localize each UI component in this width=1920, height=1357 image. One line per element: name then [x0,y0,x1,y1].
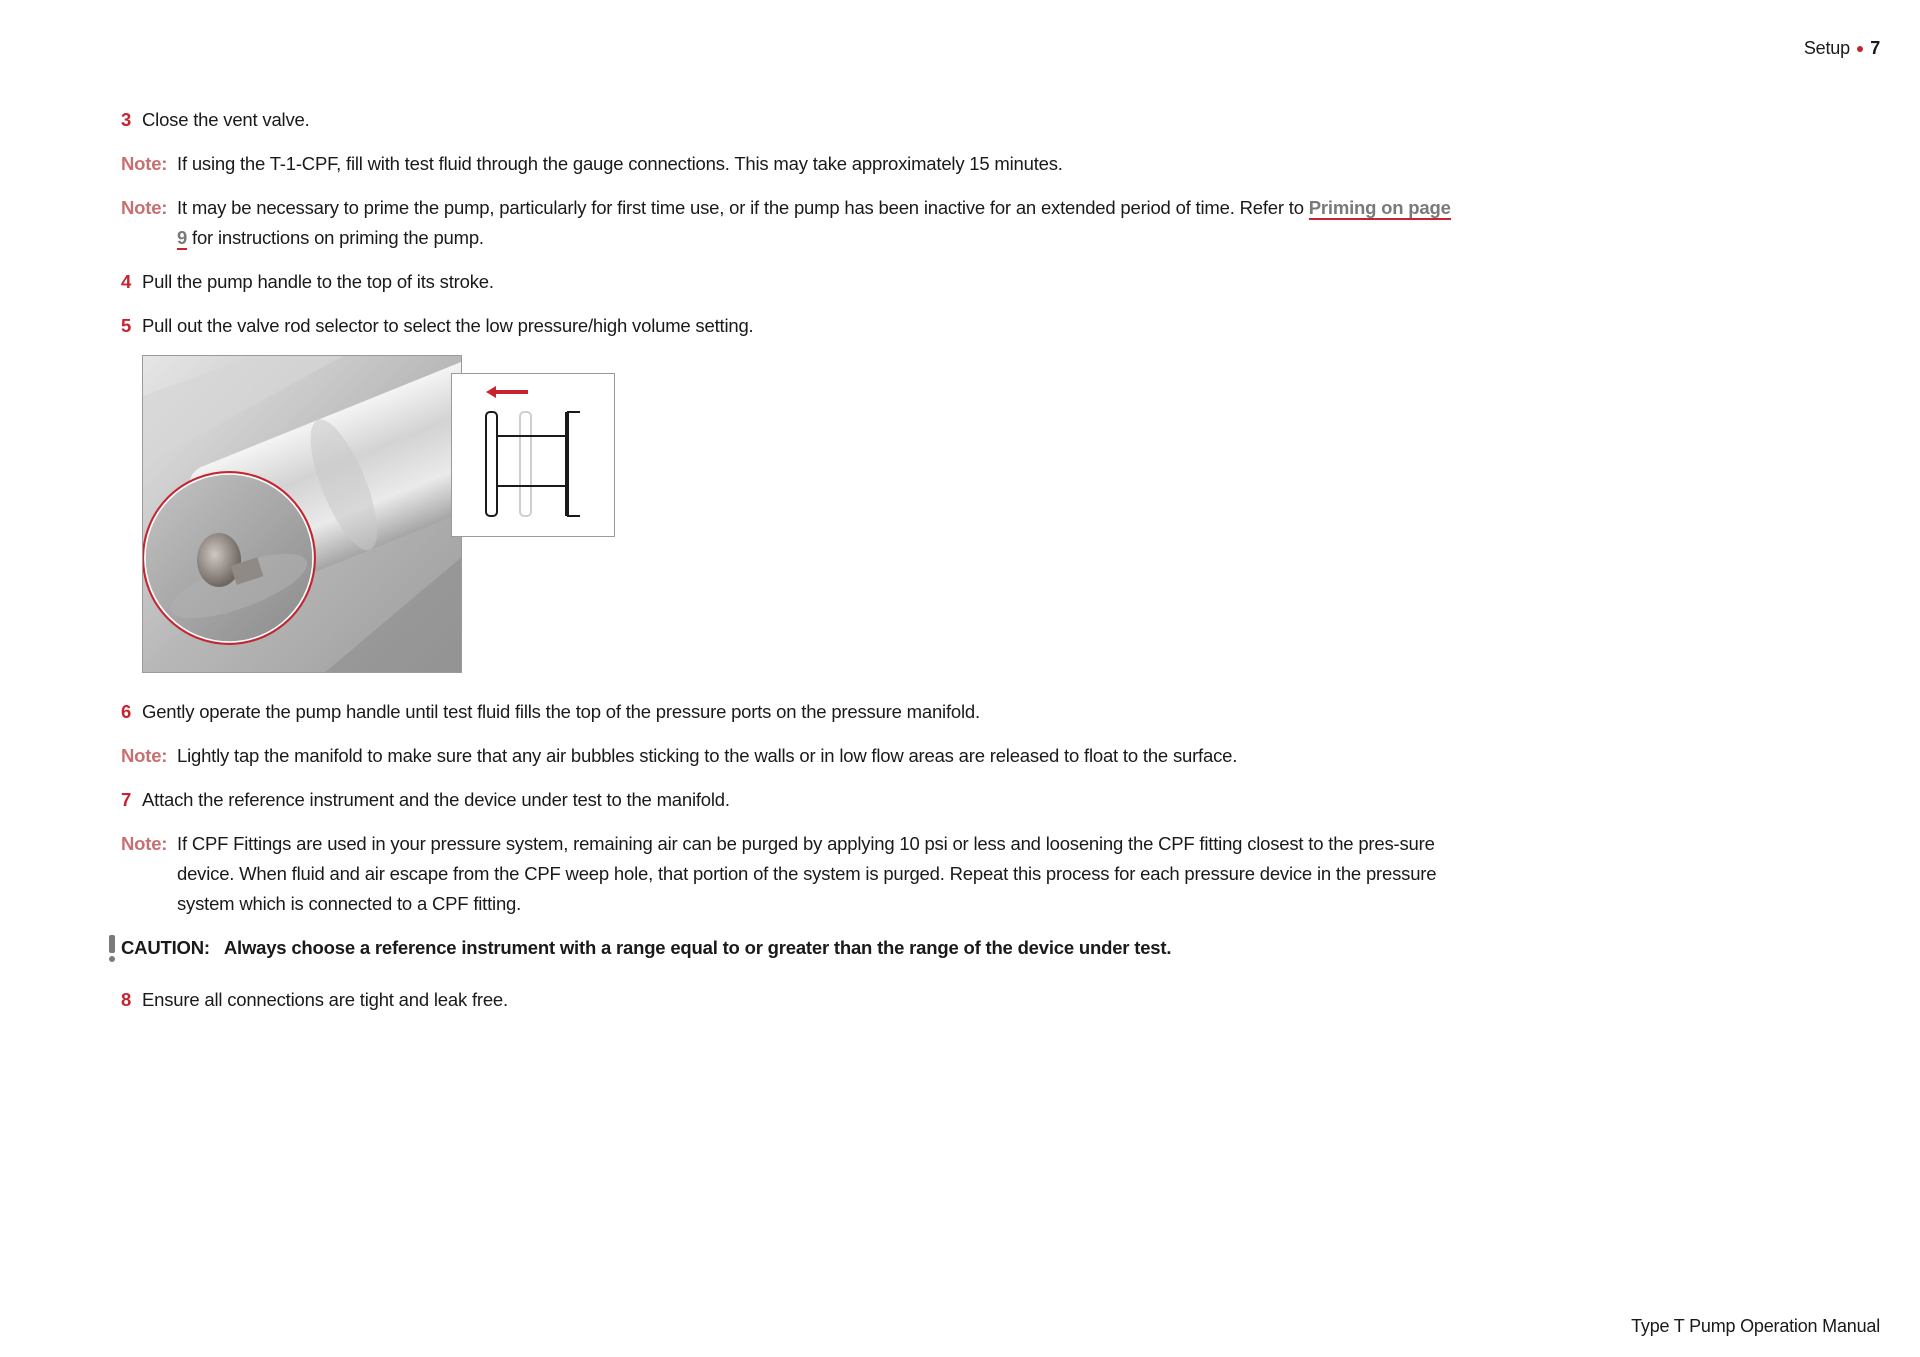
note-label: Note: [121,197,168,218]
bullet-dot-icon: ● [1855,40,1865,56]
section-title: Setup [1803,38,1850,58]
step-text: Close the vent valve. [142,109,310,130]
page-number: 7 [1870,38,1880,58]
step-6 [121,697,1461,727]
step-7 [121,785,1461,815]
step-number: 4 [121,271,132,292]
step-text: Ensure all connections are tight and leak free. [142,989,508,1010]
note-prime-pump [121,193,1461,253]
step-number: 7 [121,789,132,810]
valve-rod-selector-photo [142,355,462,673]
step-text: Gently operate the pump handle until test fluid fills the top of the pressure ports on the pressure manifold. [142,701,980,722]
caution-block [106,933,1461,963]
step-number: 3 [121,109,132,130]
note-cpf-fill [121,149,1461,179]
pump-photo-illustration [143,356,462,673]
note-tap-manifold [121,741,1461,771]
exclamation-icon [106,933,121,963]
page-header [1804,38,1880,59]
note-text-before: It may be necessary to prime the pump, particularly for first time use, or if the pump has been inactive for an extended period of time. Refer to [177,197,1309,218]
note-label: Note: [121,833,168,854]
setup-steps [121,105,1461,1029]
note-label: Note: [121,153,168,174]
valve-rod-schematic [452,374,614,536]
valve-rod-figure [142,355,642,675]
page-footer: Type T Pump Operation Manual [1631,1316,1880,1336]
step-text: Attach the reference instrument and the device under test to the manifold. [142,789,730,810]
caution-text: Always choose a reference instrument with a range equal to or greater than the range of the device under test. [223,937,1172,958]
step-text: Pull out the valve rod selector to select the low pressure/high volume setting. [142,315,754,336]
note-text-after: for instructions on priming the pump. [187,227,484,248]
caution-label: CAUTION: [121,937,210,958]
note-text: If using the T-1-CPF, fill with test fluid through the gauge connections. This may take approximately 15 minutes. [177,153,1063,174]
step-text: Pull the pump handle to the top of its stroke. [142,271,494,292]
note-text [177,193,1461,253]
step-number: 6 [121,701,132,722]
step-5 [121,311,1461,341]
step-3 [121,105,1461,135]
priming-link[interactable]: Priming on page 9 [177,197,1451,248]
step-number: 8 [121,989,132,1010]
note-text: If CPF Fittings are used in your pressure system, remaining air can be purged by applying 10 psi or less and loosening the CPF fitting closest to the pres-sure device. When fluid and air escape from the CPF weep hole, that portion of the system is purged. Repeat this process for each pressure device in the pressure system which is connected to a CPF fitting. [177,833,1437,914]
note-label: Note: [121,745,168,766]
step-4 [121,267,1461,297]
step-number: 5 [121,315,132,336]
step-8 [121,985,1461,1015]
pull-arrow-icon [486,386,528,398]
note-cpf-purge [121,829,1461,919]
note-text: Lightly tap the manifold to make sure that any air bubbles sticking to the walls or in low flow areas are released to float to the surface. [177,745,1238,766]
valve-rod-pull-out-diagram [451,373,615,537]
